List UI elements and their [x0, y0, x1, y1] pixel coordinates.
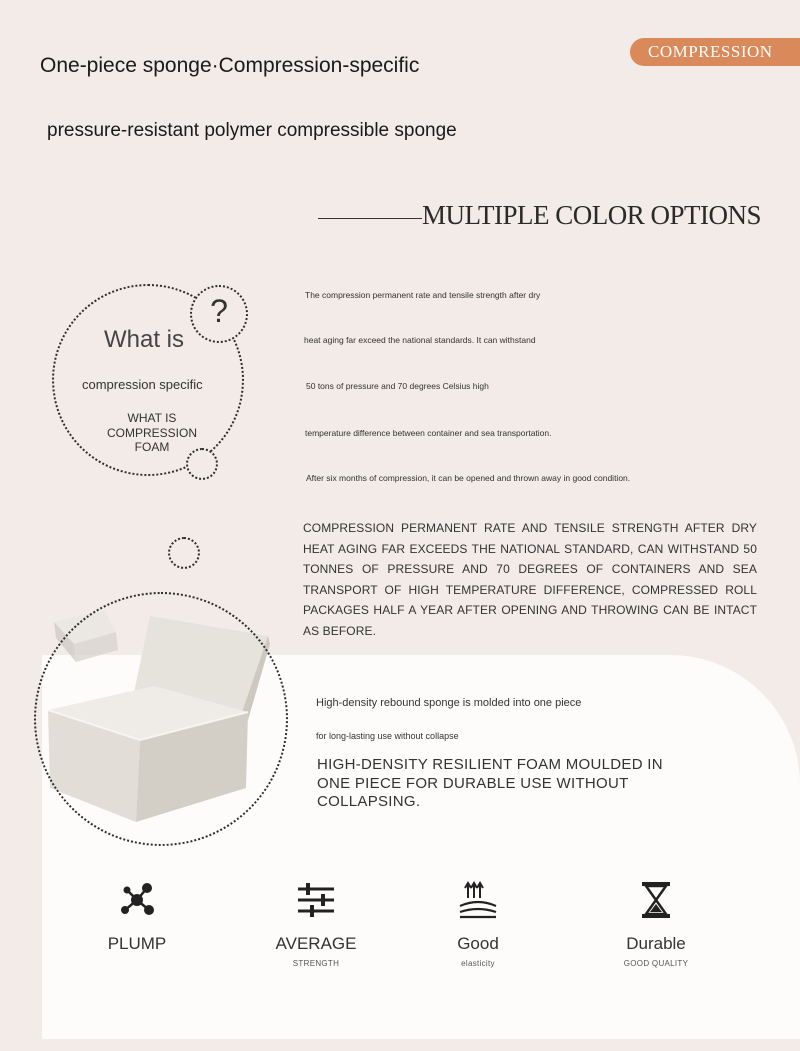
- feature-average: [236, 880, 396, 968]
- feature-durable: [576, 880, 736, 968]
- feature-label: Good: [457, 934, 499, 953]
- description-line: After six months of compression, it can be opened and thrown away in good condition.: [306, 473, 631, 483]
- molecule-icon: [117, 880, 157, 920]
- feature-label: Durable: [626, 934, 686, 953]
- lower-description-line: for long-lasting use without collapse: [316, 731, 459, 741]
- sofa-bubble: [34, 592, 288, 846]
- lower-description-uppercase: HIGH-DENSITY RESILIENT FOAM MOULDED IN ONE PIECE FOR DURABLE USE WITHOUT COLLAPSING.: [317, 756, 663, 810]
- question-bubble: [190, 285, 248, 343]
- question-mark-icon: ?: [210, 293, 228, 329]
- feature-sublabel: elasticity: [461, 959, 495, 968]
- heat-layers-icon: [456, 880, 500, 920]
- section-heading: MULTIPLE COLOR OPTIONS: [422, 200, 762, 230]
- description-line: The compression permanent rate and tensile strength after dry: [305, 290, 541, 300]
- description-line: 50 tons of pressure and 70 degrees Celsius high: [306, 381, 489, 391]
- hourglass-icon: [639, 880, 673, 920]
- feature-sublabel: GOOD QUALITY: [623, 959, 689, 968]
- feature-label: PLUMP: [107, 934, 167, 953]
- heading-rule: [318, 218, 422, 219]
- compression-specific-label: compression specific: [82, 377, 203, 392]
- feature-sublabel: STRENGTH: [292, 959, 340, 968]
- what-is-compression-foam-label: WHAT IS COMPRESSION FOAM: [106, 411, 197, 454]
- description-line: temperature difference between container and sea transportation.: [305, 428, 552, 438]
- feature-label: AVERAGE: [275, 934, 357, 953]
- description-line: heat aging far exceed the national standards. It can withstand: [304, 335, 536, 345]
- sliders-icon: [296, 880, 336, 920]
- feature-plump: [57, 880, 217, 959]
- feature-good: [398, 880, 558, 968]
- lower-description-line: High-density rebound sponge is molded into one piece: [316, 697, 582, 709]
- page-subtitle: pressure-resistant polymer compressible sponge: [47, 120, 457, 141]
- description-uppercase: COMPRESSION PERMANENT RATE AND TENSILE STRENGTH AFTER DRY HEAT AGING FAR EXCEEDS THE NATIONAL STANDARD, CAN WITHSTAND 50 TONNES OF PRESSURE AND 70 DEGREES OF CONTAINERS AND SEA TRANSPORT OF HIGH TEMPERATURE DIFFERENCE, COMPRESSED ROLL PACKAGES HALF A YEAR AFTER OPENING AND THROWING CAN BE INTACT AS BEFORE.: [303, 521, 757, 638]
- compression-badge: COMPRESSION: [630, 38, 800, 66]
- what-is-label: What is: [104, 326, 185, 353]
- page-title: One-piece sponge·Compression-specific: [40, 54, 420, 77]
- small-bubble: [168, 537, 200, 569]
